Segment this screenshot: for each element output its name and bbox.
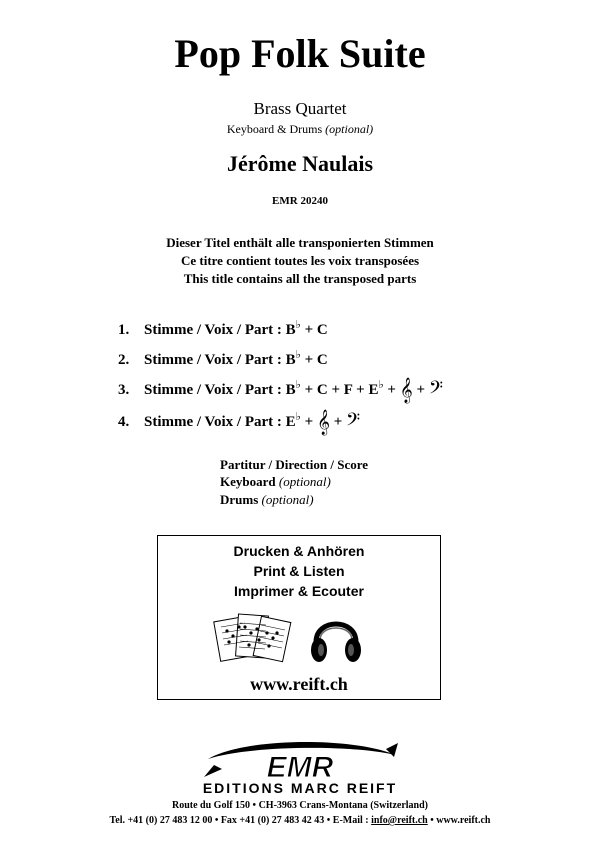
accompaniment (0, 122, 600, 137)
treble-clef-icon: 𝄞 (399, 378, 413, 403)
part-2: 2. Stimme / Voix / Part : B♭ + C (118, 349, 328, 368)
promo-url[interactable]: www.reift.ch (250, 674, 348, 694)
notice-german: Dieser Titel enthält alle transponierten Stimmen (166, 235, 434, 250)
headphones-icon (308, 608, 364, 666)
publisher-name: EDITIONS MARC REIFT (202, 780, 398, 796)
promo-line-english: Print & Listen (253, 563, 345, 579)
part-number: 3. (118, 382, 130, 398)
promo-line-german: Drucken & Anhören (233, 543, 365, 559)
notice-english: This title contains all the transposed parts (183, 271, 417, 286)
publisher-contact (0, 815, 600, 826)
accompaniment-optional: (optional) (325, 122, 374, 136)
contact-phone-fax: Tel. +41 (0) 27 483 12 00 • Fax +41 (0) 27 483 42 43 • E-Mail : (109, 815, 372, 826)
page-title: Pop Folk Suite (174, 31, 426, 76)
promo-line-french: Imprimer & Ecouter (234, 583, 364, 599)
accompaniment-label: Keyboard & Drums (226, 122, 323, 136)
drums-item: Drums (optional) (220, 492, 314, 507)
logo-text: EMR (266, 751, 334, 784)
catalog-number: EMR 20240 (272, 195, 328, 207)
part-number: 2. (118, 352, 130, 368)
part-label: Stimme / Voix / Part : (144, 352, 282, 368)
part-4: 4. Stimme / Voix / Part : E♭ + 𝄞 + 𝄢 (118, 410, 361, 435)
treble-clef-icon: 𝄞 (316, 410, 330, 435)
keyboard-item: Keyboard (optional) (220, 474, 331, 489)
instrumentation: Brass Quartet (253, 99, 347, 118)
part-1: 1. Stimme / Voix / Part : B♭ + C (118, 319, 328, 338)
score-item: Partitur / Direction / Score (220, 457, 369, 472)
part-number: 4. (118, 414, 130, 430)
website-text: • www.reift.ch (427, 815, 491, 826)
composer: Jérôme Naulais (226, 151, 374, 176)
part-3: 3. Stimme / Voix / Part : B♭ + C + F + E♭ + 𝄞 + 𝄢 (118, 378, 443, 403)
part-number: 1. (118, 322, 130, 338)
print-listen-box (157, 535, 441, 700)
part-label: Stimme / Voix / Part : (144, 414, 282, 430)
notice-french: Ce titre contient toutes les voix transposées (180, 253, 420, 268)
emr-logo (190, 735, 410, 785)
bass-clef-icon: 𝄢 (346, 410, 361, 435)
part-label: Stimme / Voix / Part : (144, 382, 282, 398)
part-label: Stimme / Voix / Part : (144, 322, 282, 338)
bass-clef-icon: 𝄢 (428, 378, 443, 403)
publisher-address: Route du Golf 150 • CH-3963 Crans-Montana (Switzerland) (172, 800, 428, 811)
email-link[interactable]: info@reift.ch (371, 815, 428, 826)
sheet-music-icon (213, 611, 293, 666)
